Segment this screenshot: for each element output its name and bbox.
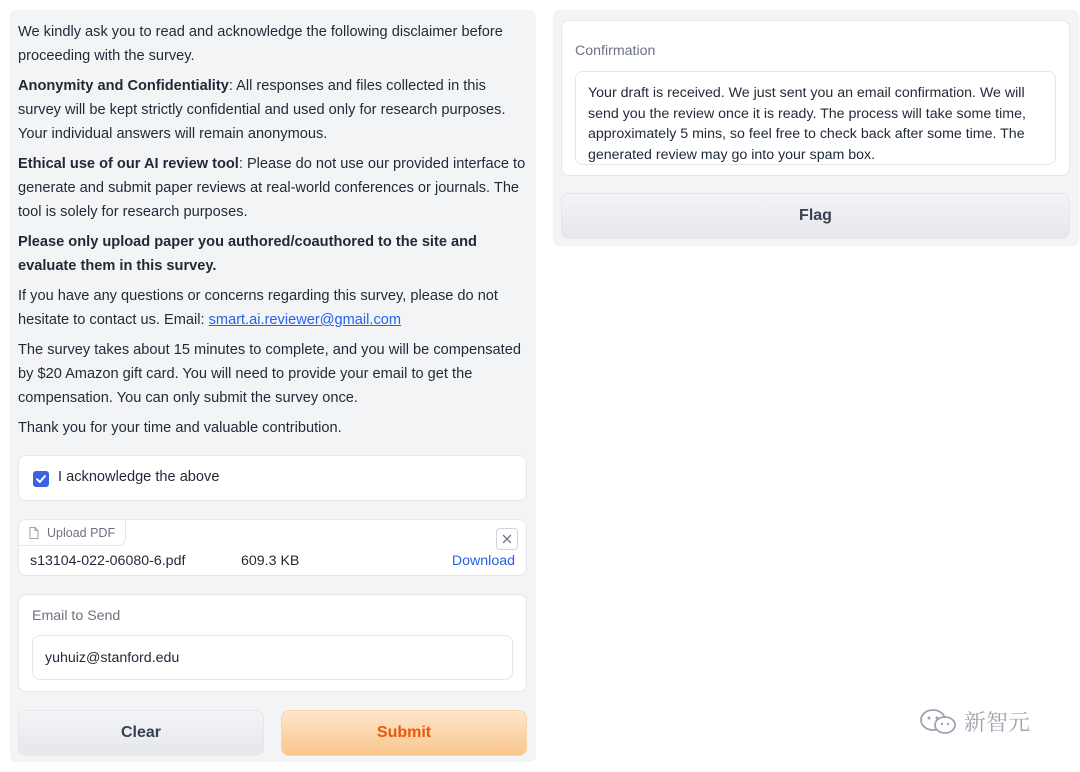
upload-pdf-label: Upload PDF [47, 525, 116, 540]
wechat-icon [918, 707, 958, 737]
file-icon [29, 527, 39, 539]
ethical-paragraph [18, 152, 530, 224]
confirmation-label: Confirmation [575, 43, 656, 59]
upload-notice-paragraph [18, 230, 530, 278]
upload-notice: Please only upload paper you authored/coauthored to the site and evaluate them in this survey. [18, 234, 477, 274]
clear-button[interactable]: Clear [18, 710, 264, 756]
survey-form-panel [10, 10, 536, 762]
compensation-paragraph: The survey takes about 15 minutes to complete, and you will be compensated by $20 Amazon gift card. You will need to provide your email to get the compensation. You can only submit the survey once. [18, 342, 521, 406]
anonymity-title: Anonymity and Confidentiality [18, 78, 229, 94]
contact-email-link[interactable]: smart.ai.reviewer@gmail.com [208, 312, 402, 328]
email-input[interactable] [32, 635, 513, 680]
close-icon [502, 534, 512, 544]
ethical-text: : Please do not use our provided interface to generate and submit paper reviews at real-world conferences or journals. The tool is solely for research purposes. [18, 156, 526, 220]
flag-button[interactable]: Flag [561, 193, 1070, 239]
thanks-paragraph: Thank you for your time and valuable contribution. [18, 420, 342, 436]
disclaimer-intro: We kindly ask you to read and acknowledge the following disclaimer before proceeding with the survey. [18, 24, 503, 64]
ethical-title: Ethical use of our AI review tool [18, 156, 239, 172]
anonymity-text: : All responses and files collected in this survey will be kept strictly confidential and used only for research purposes. Your individual answers will remain anonymous. [18, 78, 506, 142]
remove-file-button[interactable] [496, 528, 518, 550]
output-panel [553, 10, 1079, 246]
acknowledge-checkbox[interactable] [33, 471, 49, 487]
disclaimer-text [18, 20, 530, 446]
email-field-block [18, 594, 527, 692]
uploaded-file-size: 609.3 KB [241, 553, 300, 569]
email-label: Email to Send [32, 608, 121, 624]
uploaded-file-name: s13104-022-06080-6.pdf [30, 553, 186, 569]
watermark-text: 新智元 [964, 711, 1031, 736]
confirmation-block [561, 20, 1070, 176]
submit-button[interactable]: Submit [281, 710, 527, 756]
acknowledge-label: I acknowledge the above [58, 469, 220, 485]
acknowledge-checkbox-row[interactable] [18, 455, 527, 501]
pdf-upload-field[interactable] [18, 519, 527, 576]
contact-text: If you have any questions or concerns regarding this survey, please do not hesitate to contact us. Email: [18, 288, 498, 328]
upload-pdf-tag [18, 519, 126, 546]
checkmark-icon [35, 473, 47, 485]
contact-paragraph [18, 284, 530, 332]
download-link[interactable]: Download [451, 553, 515, 569]
confirmation-textbox[interactable]: Your draft is received. We just sent you an email confirmation. We will send you the review once it is ready. The process will take some time, approximately 5 mins, so feel free to check back after some time. The generated review may go into your spam box. [575, 71, 1056, 165]
watermark [918, 706, 1030, 737]
anonymity-paragraph [18, 74, 530, 146]
